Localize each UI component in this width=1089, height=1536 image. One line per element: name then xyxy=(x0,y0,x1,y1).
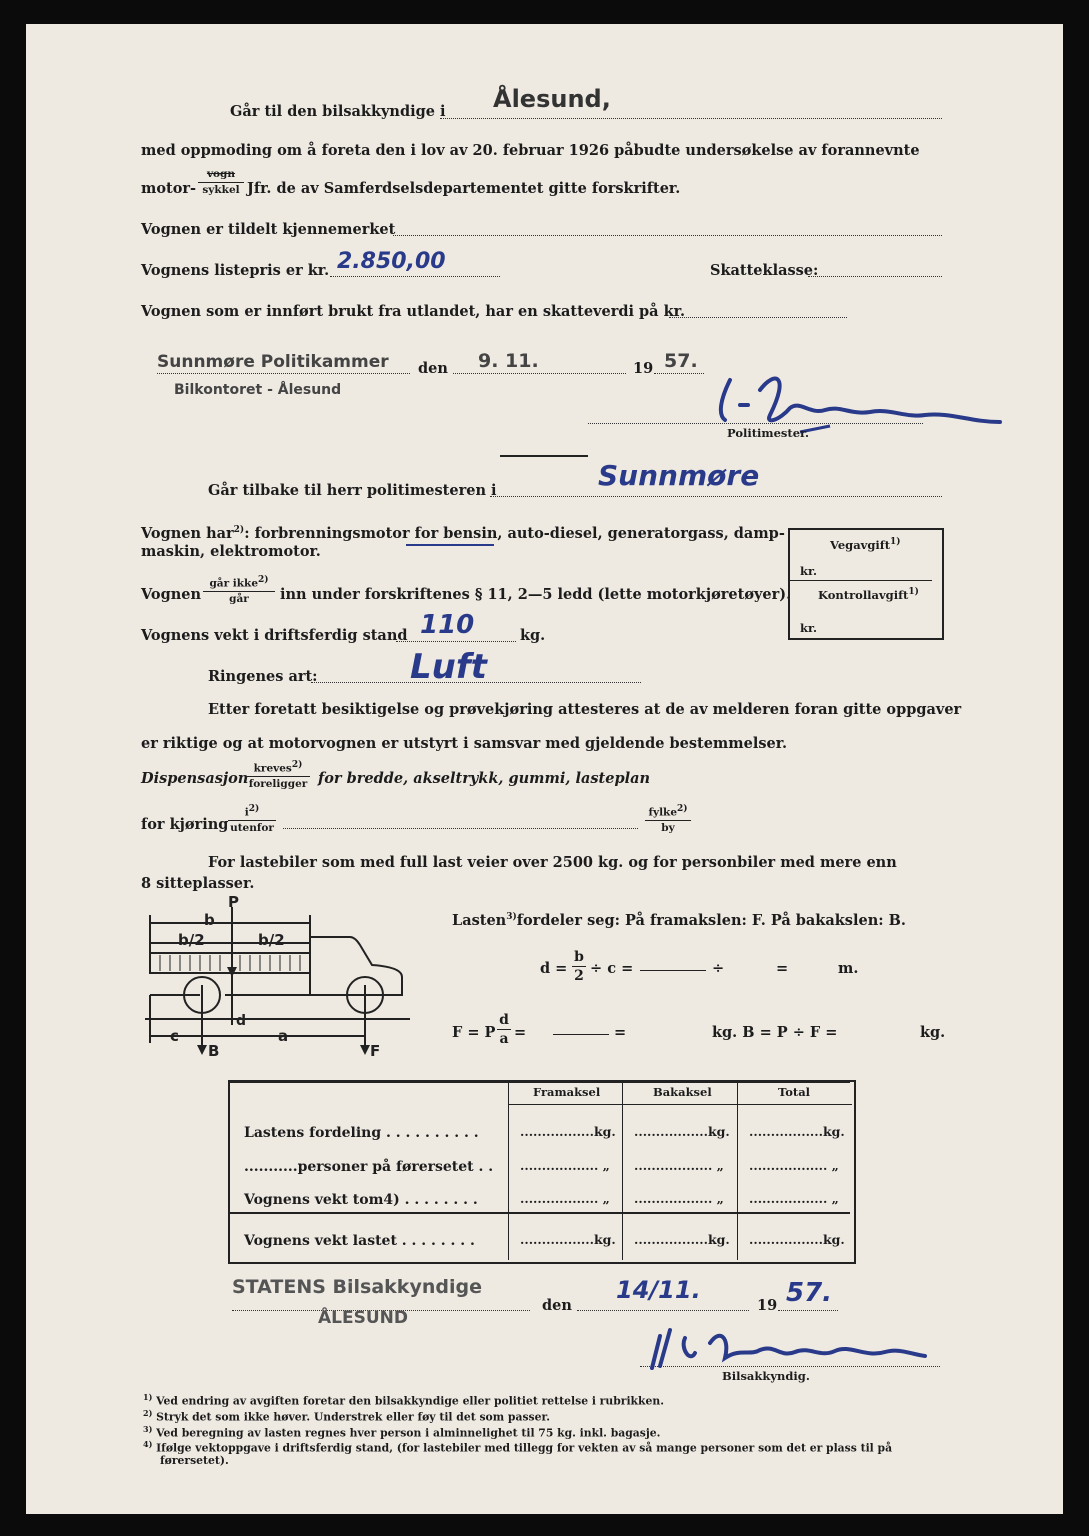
engine-type-line1 xyxy=(141,526,785,541)
footnote-text: Ved endring av avgiften foretar den bilsakkyndige eller politiet rettelse i rubrikken. xyxy=(156,1394,664,1408)
inspector-date-value: 14/11. xyxy=(616,1276,701,1304)
inspector-year-value: 57. xyxy=(786,1278,833,1308)
load-distribution-text xyxy=(452,913,906,928)
table-row-label: Vognens vekt lastet . . . . . . . . xyxy=(244,1233,475,1249)
table-col3-line xyxy=(737,1082,738,1260)
table-cell[interactable]: .................. „ xyxy=(634,1191,724,1206)
table-cell[interactable]: .................. „ xyxy=(749,1158,839,1173)
diagram-label-b-half-left: b/2 xyxy=(178,931,205,949)
request-text: med oppmoding om å foreta den i lov av 20. februar 1926 påbudte undersøkelse av forannevnte xyxy=(141,142,920,159)
inspector-signature-field[interactable] xyxy=(640,1366,940,1367)
formula-equals: = xyxy=(776,960,789,977)
list-price-label: Vognens listepris er kr. xyxy=(141,262,330,279)
driving-field[interactable] xyxy=(283,828,638,829)
driving-top-sup: 2) xyxy=(248,804,260,814)
control-fee-kr: kr. xyxy=(800,621,817,635)
control-fee-text: Kontrollavgift xyxy=(818,587,909,602)
inspector-stamp-line1: STATENS Bilsakkyndige xyxy=(232,1276,482,1298)
engine-underline xyxy=(406,544,494,546)
county-top-sup: 2) xyxy=(677,804,688,814)
inspector-date-field[interactable] xyxy=(577,1310,749,1311)
category-frac-top xyxy=(203,576,275,592)
formula-b: b xyxy=(572,950,586,967)
table-total-line xyxy=(230,1212,850,1214)
table-cell[interactable]: .................kg. xyxy=(634,1124,730,1139)
formula-F-eq1: = xyxy=(514,1024,527,1041)
truck-note-line1: For lastebiler som med full last veier over 2500 kg. og for personbiler med mere enn xyxy=(208,854,897,871)
footnote-continuation: førersetet). xyxy=(160,1454,229,1467)
dispensation-label: Dispensasjon xyxy=(141,770,249,787)
engine-sup: 2) xyxy=(233,525,245,535)
formula-line2 xyxy=(553,1034,609,1035)
table-cell[interactable]: .................. „ xyxy=(634,1158,724,1173)
formula-kg-B: kg. B = P ÷ F = xyxy=(712,1024,838,1041)
table-cell[interactable]: .................kg. xyxy=(749,1232,845,1247)
inspector-year-prefix: 19 xyxy=(757,1297,778,1314)
police-place-field[interactable] xyxy=(157,373,410,374)
destination-value: Ålesund, xyxy=(493,85,611,113)
footnote xyxy=(143,1439,892,1455)
engine-type-line2: maskin, elektromotor. xyxy=(141,543,321,560)
police-den-label: den xyxy=(418,360,448,377)
formula-m: m. xyxy=(838,960,859,977)
table-cell[interactable]: .................kg. xyxy=(520,1124,616,1139)
formula-2: 2 xyxy=(574,968,584,984)
fees-box-divider xyxy=(790,580,932,581)
return-value: Sunnmøre xyxy=(598,459,760,492)
footnote-number: 4) xyxy=(143,1439,153,1449)
table-top-inner xyxy=(230,1082,850,1083)
road-tax-text: Vegavgift xyxy=(830,537,891,552)
load-rest: fordeler seg: På framakslen: F. På bakakslen: B. xyxy=(516,911,906,929)
footnote-number: 3) xyxy=(143,1424,153,1434)
motor-label: motor- xyxy=(141,180,197,197)
formula-F-label: F = P xyxy=(452,1024,496,1041)
county-frac-top xyxy=(645,805,691,821)
truck-note-line2: 8 sitteplasser. xyxy=(141,875,255,892)
tax-class-label: Skatteklasse: xyxy=(710,262,819,279)
footnote xyxy=(143,1392,664,1408)
category-frac-bottom: går xyxy=(229,593,249,605)
table-cell[interactable]: .................. „ xyxy=(520,1158,610,1173)
police-date-value: 9. 11. xyxy=(478,350,539,372)
control-fee-label xyxy=(818,588,919,601)
diagram-label-c: c xyxy=(170,1027,179,1045)
dispensation-frac-bottom: foreligger xyxy=(248,778,308,790)
weight-unit: kg. xyxy=(520,627,546,644)
formula-b-over-2 xyxy=(572,950,586,983)
list-price-field[interactable] xyxy=(330,276,500,277)
table-cell[interactable]: .................. „ xyxy=(749,1191,839,1206)
formula-minus-c: ÷ c = xyxy=(590,960,634,977)
table-header-bakaksel: Bakaksel xyxy=(653,1085,712,1099)
dispensation-frac-top xyxy=(246,761,310,777)
police-year-field[interactable] xyxy=(654,373,704,374)
load-sup: 3) xyxy=(506,912,517,922)
category-top-sup: 2) xyxy=(258,575,269,585)
diagram-label-b: b xyxy=(204,911,215,929)
tax-class-field[interactable] xyxy=(808,276,942,277)
table-cell[interactable]: .................. „ xyxy=(520,1191,610,1206)
diagram-label-d: d xyxy=(236,1013,247,1029)
weight-label: Vognens vekt i driftsferdig stand xyxy=(141,627,408,644)
diagram-label-B: B xyxy=(208,1042,220,1060)
formula-minus: ÷ xyxy=(712,960,725,977)
road-tax-label xyxy=(830,538,901,551)
control-fee-sup: 1) xyxy=(908,587,919,597)
road-tax-sup: 1) xyxy=(890,537,901,547)
dispensation-top-sup: 2) xyxy=(291,760,303,770)
formula-F-eq2: = xyxy=(614,1024,627,1041)
table-row-label: ...........personer på førersetet . . xyxy=(244,1159,494,1175)
list-price-value: 2.850,00 xyxy=(337,249,446,274)
category-fraction xyxy=(203,576,275,605)
formula-d: d xyxy=(497,1013,511,1030)
table-row-label: Lastens fordeling . . . . . . . . . . xyxy=(244,1125,479,1141)
inspector-stamp-line2: ÅLESUND xyxy=(318,1308,408,1328)
police-year-value: 57. xyxy=(664,350,698,372)
table-cell[interactable]: .................kg. xyxy=(749,1124,845,1139)
attest-line2: er riktige og at motorvognen er utstyrt i samsvar med gjeldende bestemmelser. xyxy=(141,735,788,752)
formula-d-over-a xyxy=(497,1013,511,1046)
footnote xyxy=(143,1408,550,1424)
weight-value: 110 xyxy=(420,610,475,640)
motor-frac-top: vogn xyxy=(198,169,244,183)
table-col1-line xyxy=(508,1082,509,1260)
destination-field[interactable] xyxy=(440,118,942,119)
diagram-label-b-half-right: b/2 xyxy=(258,931,285,949)
destination-label: Går til den bilsakkyndige i xyxy=(230,103,446,120)
import-value-field[interactable] xyxy=(669,317,847,318)
formula-kg-end: kg. xyxy=(920,1024,946,1041)
form-page xyxy=(26,24,1063,1514)
police-date-field[interactable] xyxy=(453,373,626,374)
driving-frac-bottom: utenfor xyxy=(230,822,274,834)
attest-line1: Etter foretatt besiktigelse og prøvekjøring attesteres at de av melderen foran gitte oppgaver xyxy=(208,701,962,718)
engine-label: Vognen har xyxy=(141,524,234,542)
county-frac-bottom: by xyxy=(661,822,675,834)
table-col2-line xyxy=(622,1082,623,1260)
driving-label: for kjøring xyxy=(141,816,229,833)
police-stamp-line2: Bilkontoret - Ålesund xyxy=(174,382,342,398)
driving-top-text: i xyxy=(244,806,249,819)
footnote-number: 2) xyxy=(143,1408,153,1418)
dispensation-rest: for bredde, akseltrykk, gummi, lasteplan xyxy=(318,770,651,787)
driving-fraction xyxy=(228,805,276,834)
police-title: Politimester. xyxy=(727,426,810,440)
motor-fraction xyxy=(198,169,244,195)
inspector-year-field[interactable] xyxy=(778,1310,838,1311)
footnote-text: Ved beregning av lasten regnes hver person i alminnelighet til 75 kg. inkl. bagasje. xyxy=(156,1426,661,1440)
import-value-label: Vognen som er innført brukt fra utlandet, har en skatteverdi på kr. xyxy=(141,303,686,320)
motor-frac-bottom: sykkel xyxy=(202,183,240,196)
table-header-line xyxy=(508,1104,852,1105)
formula-line1 xyxy=(640,970,706,971)
section-divider xyxy=(500,455,588,457)
tyres-value: Luft xyxy=(410,647,487,687)
engine-options: : forbrenningsmotor for bensin, auto-diesel, generatorgass, damp- xyxy=(244,524,785,542)
county-top-text: fylke xyxy=(648,806,678,819)
load-text: Lasten xyxy=(452,911,507,929)
category-rest: inn under forskriftenes § 11, 2—5 ledd (lette motorkjøretøyer). xyxy=(280,586,792,603)
dispensation-top-text: kreves xyxy=(253,762,292,775)
category-label: Vognen xyxy=(141,586,202,603)
tyres-label: Ringenes art: xyxy=(208,668,318,685)
diagram-label-a: a xyxy=(278,1027,289,1045)
registration-field[interactable] xyxy=(393,235,942,236)
road-tax-kr: kr. xyxy=(800,564,817,578)
table-header-total: Total xyxy=(778,1085,811,1099)
police-year-prefix: 19 xyxy=(633,360,654,377)
county-fraction xyxy=(645,805,691,834)
table-cell[interactable]: .................kg. xyxy=(634,1232,730,1247)
table-header-framaksel: Framaksel xyxy=(533,1085,601,1099)
driving-frac-top xyxy=(228,805,276,821)
formula-d-label: d = xyxy=(540,960,568,977)
weight-field[interactable] xyxy=(396,641,516,642)
formula-a: a xyxy=(499,1031,509,1047)
diagram-label-F: F xyxy=(370,1042,381,1060)
registration-label: Vognen er tildelt kjennemerket xyxy=(141,221,396,238)
police-stamp-line1: Sunnmøre Politikammer xyxy=(157,352,389,372)
return-label: Går tilbake til herr politimesteren i xyxy=(208,482,497,499)
table-cell[interactable]: .................kg. xyxy=(520,1232,616,1247)
police-signature-field[interactable] xyxy=(588,423,923,424)
return-field[interactable] xyxy=(490,496,942,497)
table-row-label: Vognens vekt tom4) . . . . . . . . xyxy=(244,1192,478,1208)
footnote-number: 1) xyxy=(143,1392,153,1402)
category-top-text: går ikke xyxy=(209,577,259,590)
motor-rest-text: Jfr. de av Samferdselsdepartementet gitte forskrifter. xyxy=(247,180,681,197)
diagram-label-P: P xyxy=(228,893,239,911)
footnote-text: Stryk det som ikke høver. Understrek eller føy til det som passer. xyxy=(156,1410,550,1424)
footnote xyxy=(143,1424,660,1440)
inspector-title: Bilsakkyndig. xyxy=(722,1369,810,1383)
footnote-text: Ifølge vektoppgave i driftsferdig stand, (for lastebiler med tillegg for vekten av så mange personer som det er plass til på xyxy=(156,1441,893,1455)
dispensation-fraction xyxy=(246,761,310,790)
inspector-den-label: den xyxy=(542,1297,572,1314)
